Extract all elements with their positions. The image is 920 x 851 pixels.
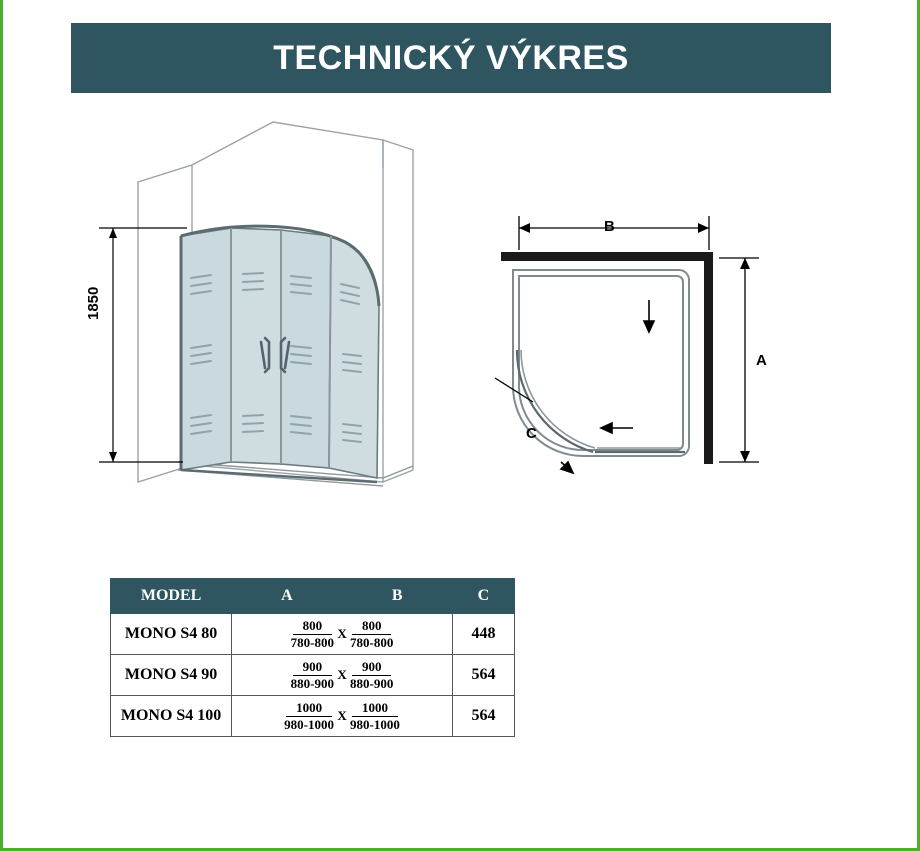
cell-dimensions-ab (232, 614, 453, 655)
cell-model: MONO S4 90 (111, 655, 232, 696)
multiplier-symbol: X (337, 708, 347, 723)
column-header-a: A (232, 579, 342, 614)
cell-a-nominal: 800 (293, 619, 333, 635)
cell-model: MONO S4 100 (111, 696, 232, 737)
column-header-model: MODEL (111, 579, 232, 614)
cell-dimensions-ab (232, 655, 453, 696)
dimension-label-height: 1850 (85, 286, 102, 320)
multiplier-symbol: X (337, 667, 347, 682)
cell-c: 448 (452, 614, 514, 655)
cell-b-range: 980-1000 (350, 716, 400, 732)
cell-b-range: 880-900 (350, 675, 394, 691)
plan-view-drawing (473, 200, 773, 500)
column-header-c: C (452, 579, 514, 614)
cell-dimensions-ab (232, 696, 453, 737)
cell-a-nominal: 900 (293, 660, 333, 676)
dimension-label-c: C (526, 425, 537, 442)
cell-a-range: 880-900 (290, 675, 335, 691)
page-title: TECHNICKÝ VÝKRES (273, 38, 629, 77)
cell-model: MONO S4 80 (111, 614, 232, 655)
table-header-row (111, 579, 515, 614)
table-row (111, 696, 515, 737)
cell-b-nominal: 900 (352, 660, 392, 676)
front-elevation-drawing (83, 110, 443, 510)
table-row (111, 614, 515, 655)
cell-a-range: 780-800 (290, 634, 335, 650)
multiplier-symbol: X (337, 626, 347, 641)
cell-b-range: 780-800 (350, 634, 394, 650)
specification-table (110, 578, 515, 737)
cell-b-nominal: 1000 (352, 701, 398, 717)
table-row (111, 655, 515, 696)
cell-a-nominal: 1000 (286, 701, 332, 717)
cell-c: 564 (452, 655, 514, 696)
dimension-label-b: B (604, 218, 615, 235)
cell-c: 564 (452, 696, 514, 737)
dimension-label-a: A (756, 352, 767, 369)
cell-a-range: 980-1000 (284, 716, 335, 732)
column-header-b: B (342, 579, 452, 614)
cell-b-nominal: 800 (352, 619, 392, 635)
page-title-bar (71, 23, 831, 93)
